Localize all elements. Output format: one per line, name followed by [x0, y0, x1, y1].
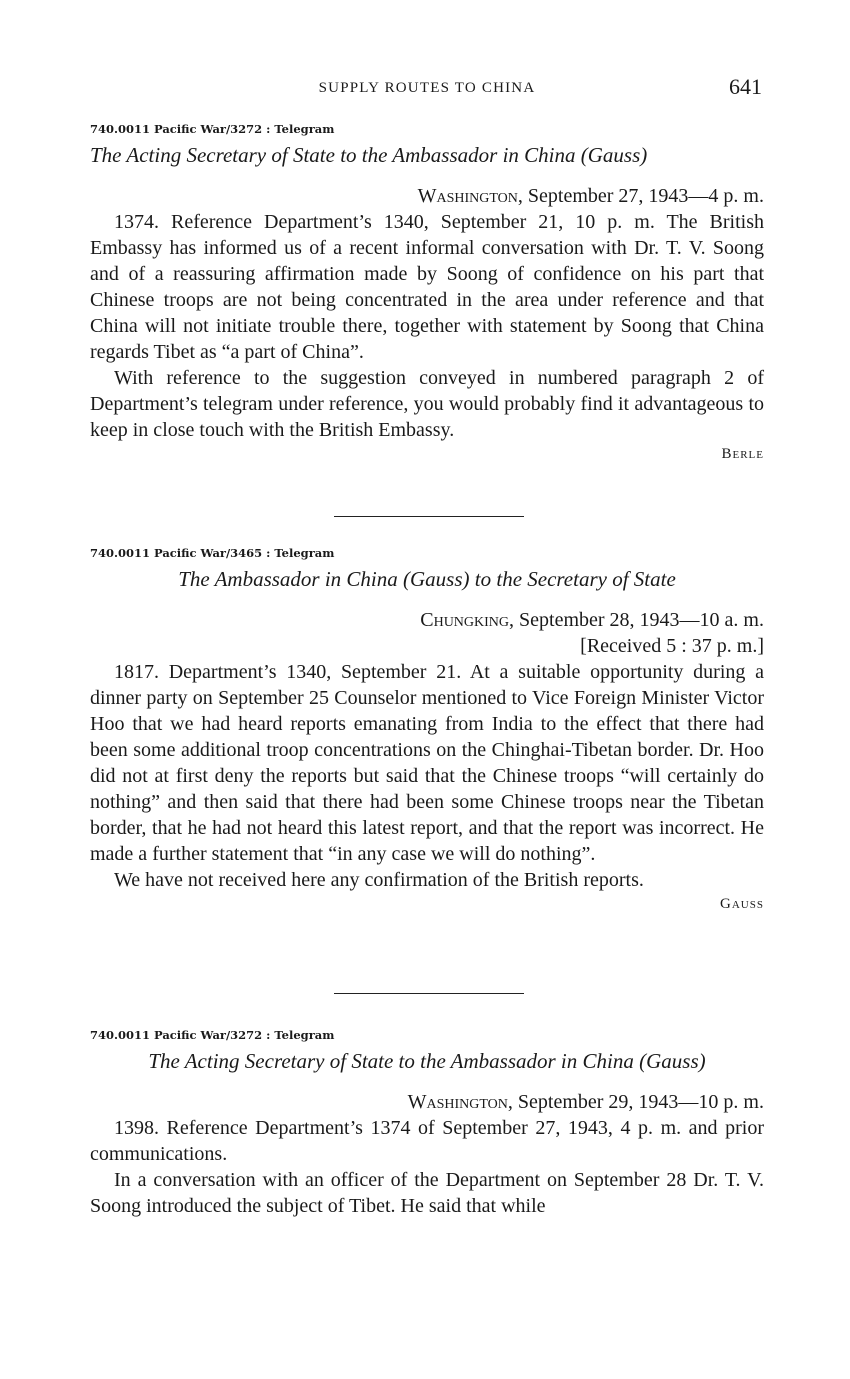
document-heading: The Acting Secretary of State to the Ambassador in China (Gauss): [90, 143, 648, 167]
page-number: 641: [729, 74, 762, 99]
running-title: SUPPLY ROUTES TO CHINA: [318, 80, 536, 96]
file-reference: 740.0011 Pacific War/3272 : Telegram: [90, 122, 335, 136]
signature: Berle: [721, 446, 764, 462]
paragraph: We have not received here any confirmation of the British reports.: [114, 869, 644, 891]
file-reference: 740.0011 Pacific War/3272 : Telegram: [90, 1028, 335, 1042]
section-divider: [334, 993, 524, 994]
telegram-1374: [90, 121, 764, 465]
paragraph: In a conversation with an officer of the Department on September 28 Dr. T. V. Soong introduced the subject of Tibet. He said that while: [90, 1169, 764, 1217]
dateline: Chungking, September 28, 1943—10 a. m.: [420, 609, 764, 631]
dateline: Washington, September 29, 1943—10 p. m.: [407, 1091, 764, 1113]
paragraph: 1374. Reference Department’s 1340, September 21, 10 p. m. The British Embassy has informed us of a recent informal conversation with Dr. T. V. Soong and of a reassuring affirmation made by Soong of confidence on his part that Chinese troops are not being concentrated in the area under reference and that China will not initiate trouble there, together with statement by Soong that China regards Tibet as “a part of China”.: [90, 211, 764, 363]
document-heading: The Acting Secretary of State to the Ambassador in China (Gauss): [148, 1049, 706, 1073]
document-heading: The Ambassador in China (Gauss) to the Secretary of State: [178, 567, 676, 591]
file-reference: 740.0011 Pacific War/3465 : Telegram: [90, 546, 335, 560]
telegram-1398: [90, 1027, 764, 1219]
signature: Gauss: [720, 896, 764, 912]
paragraph: 1817. Department’s 1340, September 21. At a suitable opportunity during a dinner party on September 25 Counselor mentioned to Vice Foreign Minister Victor Hoo that we had heard reports emanating from India to the effect that there had been some additional troop concentrations on the Chinghai-Tibetan border. Dr. Hoo did not at first deny the reports but said that the Chinese troops “will certainly do nothing” and then said that there had been some Chinese troops near the Tibetan border, that he had not heard this latest report, and that the report was incorrect. He made a further statement that “in any case we will do nothing”.: [90, 661, 764, 865]
dateline: Washington, September 27, 1943—4 p. m.: [417, 185, 764, 207]
received-note: [Received 5 : 37 p. m.]: [580, 635, 764, 657]
paragraph: 1398. Reference Department’s 1374 of September 27, 1943, 4 p. m. and prior communications.: [90, 1117, 764, 1165]
running-head: [90, 74, 764, 104]
section-divider: [334, 516, 524, 517]
paragraph: With reference to the suggestion conveyed in numbered paragraph 2 of Department’s telegram under reference, you would probably find it advantageous to keep in close touch with the British Embassy.: [90, 367, 764, 441]
telegram-1817: [90, 545, 764, 915]
